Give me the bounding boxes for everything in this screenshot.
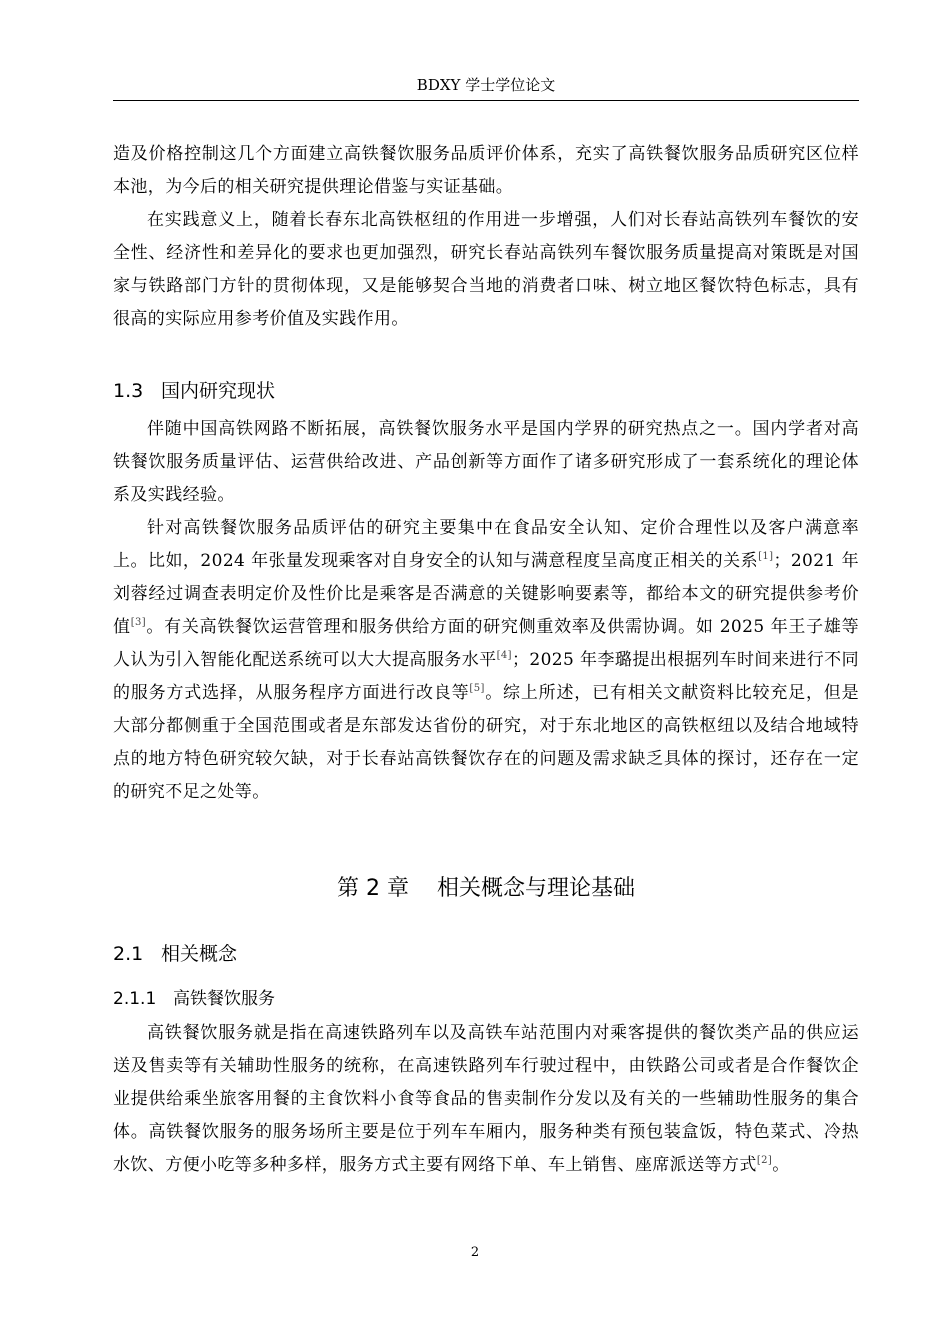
spacer [113, 969, 859, 985]
spacer [113, 336, 859, 376]
paragraph: 在实践意义上，随着长春东北高铁枢纽的作用进一步增强，人们对长春站高铁列车餐饮的安全性、经济性和差异化的要求也更加强烈，研究长春站高铁列车餐饮服务质量提高对策既是对国家与铁路部门方针的贯彻体现，又是能够契合当地的消费者口味、树立地区餐饮特色标志，具有很高的实际应用参考价值及实践作用。 [113, 210, 859, 329]
chapter-number: 第 2 章 [337, 876, 409, 901]
citation-ref: [5] [469, 683, 485, 694]
text-run: 高铁餐饮服务就是指在高速铁路列车以及高铁车站范围内对乘客提供的餐饮类产品的供应运送及售卖等有关辅助性服务的统称，在高速铁路列车行驶过程中，由铁路公司或者是合作餐饮企业提供给乘坐旅客用餐的主食饮料小食等食品的售卖制作分发以及有关的一些辅助性服务的集合体。高铁餐饮服务的服务场所主要是位于列车车厢内，服务种类有预包装盒饭，特色菜式、冷热水饮、方便小吃等多种多样，服务方式主要有网络下单、车上销售、座席派送等方式 [113, 1023, 859, 1175]
text-run: 。有关高铁餐饮运营管理和服务供给方面的研究侧重效率及供需协调。如 2025 年王子雄等人认为引入智能化配送系统可以大大提高服务水平 [113, 617, 859, 670]
paragraph-with-citations [113, 512, 859, 809]
spacer [113, 907, 859, 939]
text-run: 针对高铁餐饮服务品质评估的研究主要集中在食品安全认知、定价合理性以及客户满意率上。比如，2024 年张量发现乘客对自身安全的认知与满意程度呈高度正相关的关系 [113, 518, 859, 571]
citation-ref: [4] [496, 650, 512, 661]
text-run: ；2021 年刘蓉经过调查表明定价及性价比是乘客是否满意的关键影响要素等，都给本文的研究提供参考价值 [113, 551, 859, 637]
paragraph: 伴随中国高铁网路不断拓展，高铁餐饮服务水平是国内学界的研究热点之一。国内学者对高铁餐饮服务质量评估、运营供给改进、产品创新等方面作了诸多研究形成了一套系统化的理论体系及实践经验。 [113, 419, 859, 505]
citation-ref: [3] [130, 617, 147, 628]
text-run: ；2025 年李璐提出根据列车时间来进行不同的服务方式选择，从服务程序方面进行改良等 [113, 650, 859, 703]
citation-ref: [1] [758, 551, 774, 562]
spacer [113, 809, 859, 871]
section-title: 相关概念 [161, 943, 238, 965]
section-number: 1.3 [113, 380, 144, 402]
subsection-heading-2-1-1 [113, 985, 859, 1013]
text-run: 。 [772, 1155, 790, 1175]
section-title: 国内研究现状 [161, 380, 276, 402]
paragraph-with-citations [113, 1017, 859, 1182]
citation-ref: [2] [756, 1155, 773, 1166]
page-body [113, 138, 859, 1182]
page-number: 2 [470, 1245, 480, 1260]
header-divider [113, 100, 859, 101]
chapter-heading [113, 871, 859, 907]
paragraph: 造及价格控制这几个方面建立高铁餐饮服务品质评价体系，充实了高铁餐饮服务品质研究区位样本池，为今后的相关研究提供理论借鉴与实证基础。 [113, 144, 859, 197]
spacer [113, 406, 859, 413]
subsection-number: 2.1.1 [113, 989, 157, 1009]
section-heading-2-1 [113, 939, 859, 969]
text-run: 。综上所述，已有相关文献资料比较充足，但是大部分都侧重于全国范围或者是东部发达省份的研究，对于东北地区的高铁枢纽以及结合地域特点的地方特色研究较欠缺，对于长春站高铁餐饮存在的问题及需求缺乏具体的探讨，还存在一定的研究不足之处等。 [113, 683, 859, 802]
running-header: BDXY 学士学位论文 [416, 76, 556, 94]
chapter-title: 相关概念与理论基础 [436, 876, 635, 901]
subsection-title: 高铁餐饮服务 [173, 989, 275, 1009]
section-heading-1-3 [113, 376, 859, 406]
section-number: 2.1 [113, 943, 144, 965]
